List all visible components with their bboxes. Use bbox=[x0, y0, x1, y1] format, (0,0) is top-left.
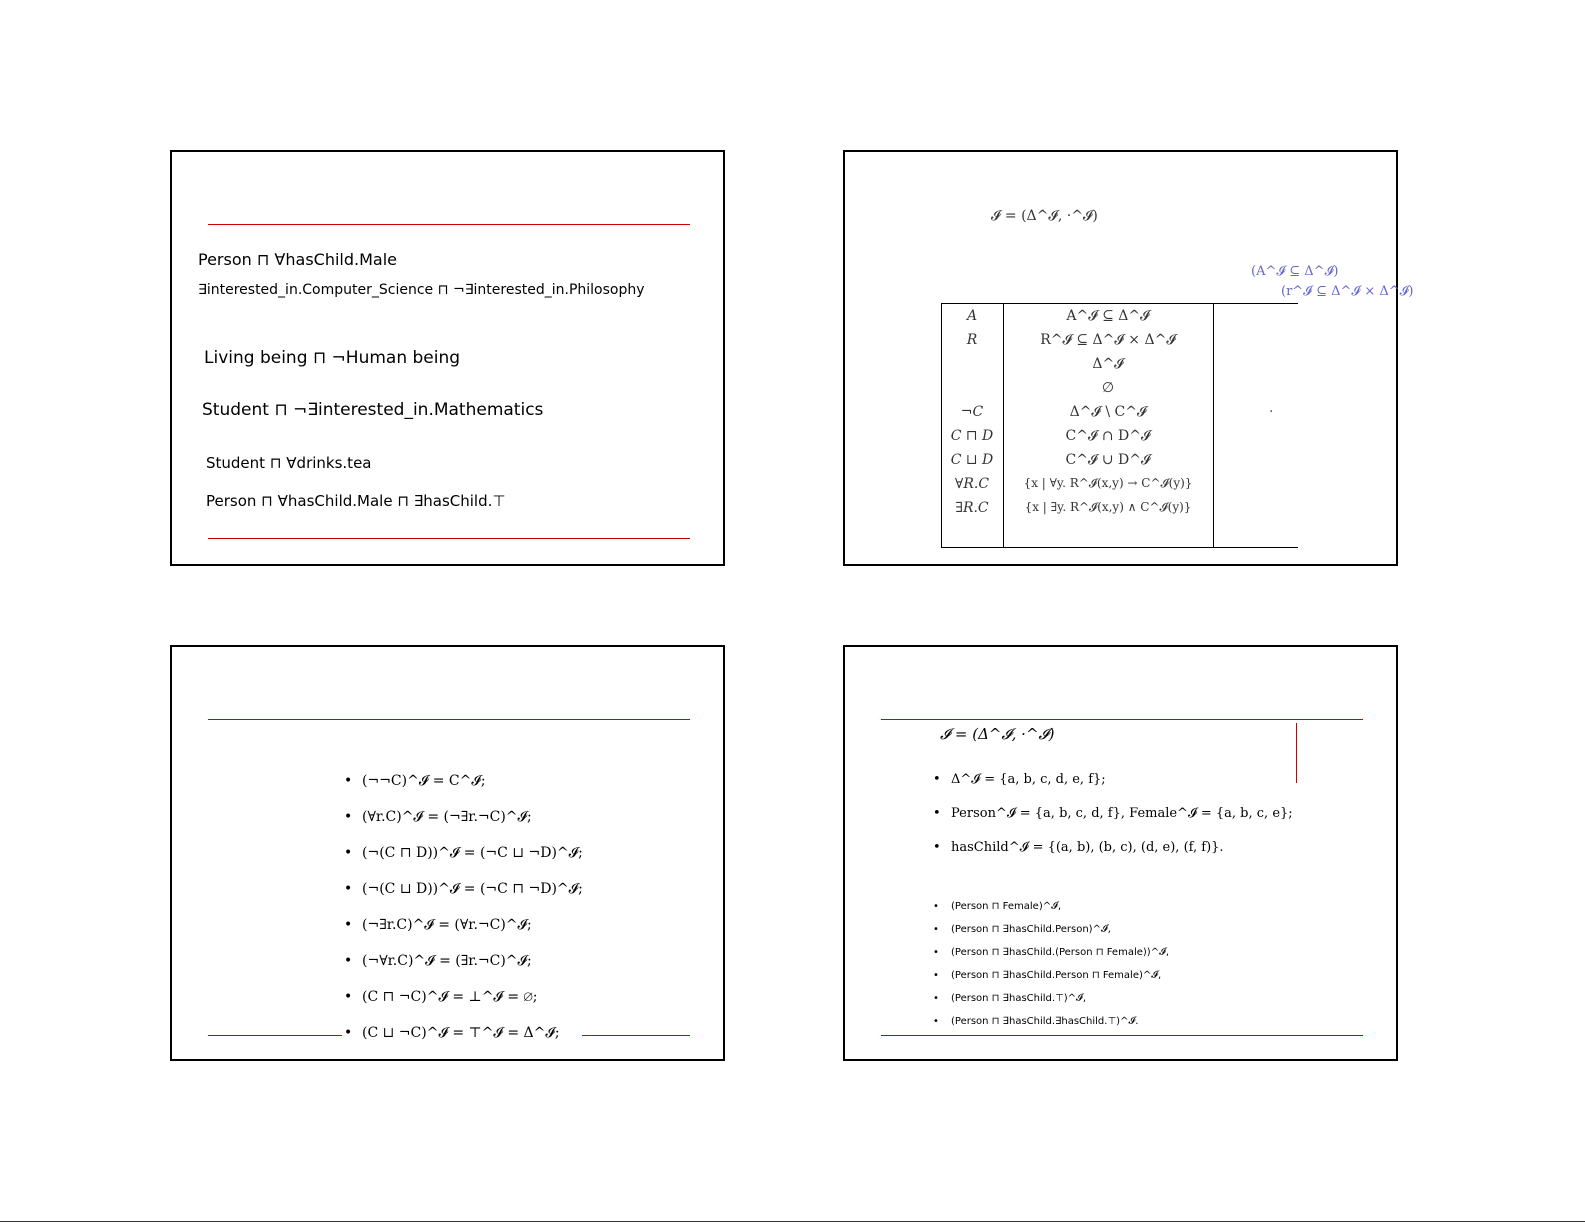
equivalence-list bbox=[344, 763, 583, 1051]
table-top-border bbox=[941, 303, 1298, 304]
slide-1-line-5: Student ⊓ ∀drinks.tea bbox=[206, 454, 372, 472]
list-item: • (C ⊓ ¬C)^𝓘 = ⊥^𝓘 = ∅; bbox=[344, 979, 583, 1015]
list-item: • (∀r.C)^𝓘 = (¬∃r.¬C)^𝓘; bbox=[344, 799, 583, 835]
list-item: • (¬∀r.C)^𝓘 = (∃r.¬C)^𝓘; bbox=[344, 943, 583, 979]
slide-4-top-rule bbox=[881, 719, 1363, 720]
slide-3-bottom-rule-left bbox=[208, 1035, 342, 1036]
table-right-mark: · bbox=[1269, 404, 1274, 420]
interpretation-definition: 𝓘 = (Δ^𝓘, ·^𝓘) bbox=[991, 208, 1098, 224]
list-item: • (Person ⊓ Female)^𝓘, bbox=[933, 895, 1169, 918]
table-bottom-border bbox=[941, 547, 1298, 548]
slide-4 bbox=[843, 645, 1398, 1061]
list-item: • hasChild^𝓘 = {(a, b), (b, c), (d, e), (f, f)}. bbox=[933, 831, 1293, 865]
slide-1-line-2: ∃interested_in.Computer_Science ⊓ ¬∃interested_in.Philosophy bbox=[198, 282, 645, 298]
slide-1-line-4: Student ⊓ ¬∃interested_in.Mathematics bbox=[202, 400, 544, 420]
concept-note: (A^𝓘 ⊆ Δ^𝓘) bbox=[1251, 264, 1339, 279]
slide-4-side-rule bbox=[1296, 723, 1297, 783]
list-item: • (C ⊔ ¬C)^𝓘 = ⊤^𝓘 = Δ^𝓘; bbox=[344, 1015, 583, 1051]
table-row-semantics: {x | ∃y. R^𝓘(x,y) ∧ C^𝓘(y)} bbox=[1024, 500, 1192, 514]
queries-list bbox=[933, 895, 1169, 1033]
slide-1-line-6: Person ⊓ ∀hasChild.Male ⊓ ∃hasChild.⊤ bbox=[206, 492, 506, 510]
list-item: • (Person ⊓ ∃hasChild.∃hasChild.⊤)^𝓘. bbox=[933, 1010, 1169, 1033]
table-row-semantics: Δ^𝓘 \ C^𝓘 bbox=[1069, 404, 1147, 420]
table-row-syntax: R bbox=[966, 332, 978, 348]
slide-1-bottom-rule bbox=[208, 538, 690, 539]
table-row-semantics: C^𝓘 ∪ D^𝓘 bbox=[1065, 452, 1151, 468]
slide-1-top-rule bbox=[208, 224, 690, 225]
table-divider-2 bbox=[1213, 303, 1214, 548]
table-row-syntax: C ⊓ D bbox=[950, 428, 994, 444]
table-row-semantics: {x | ∀y. R^𝓘(x,y) → C^𝓘(y)} bbox=[1023, 476, 1193, 490]
slide-3-bottom-rule-right bbox=[582, 1035, 690, 1036]
list-item: • (¬(C ⊓ D))^𝓘 = (¬C ⊔ ¬D)^𝓘; bbox=[344, 835, 583, 871]
list-item: • (Person ⊓ ∃hasChild.Person ⊓ Female)^𝓘, bbox=[933, 964, 1169, 987]
table-row-semantics: ∅ bbox=[1101, 380, 1115, 396]
table-row-syntax: ∃R.C bbox=[955, 500, 989, 516]
list-item: • Person^𝓘 = {a, b, c, d, f}, Female^𝓘 = {a, b, c, e}; bbox=[933, 797, 1293, 831]
table-row-semantics: Δ^𝓘 bbox=[1092, 356, 1124, 372]
facts-list bbox=[933, 763, 1293, 865]
slide-2 bbox=[843, 150, 1414, 566]
table-row-syntax: ∀R.C bbox=[954, 476, 990, 492]
list-item: • (Person ⊓ ∃hasChild.(Person ⊓ Female))^𝓘, bbox=[933, 941, 1169, 964]
slide-1-line-1: Person ⊓ ∀hasChild.Male bbox=[198, 250, 397, 269]
slide-1-line-3: Living being ⊓ ¬Human being bbox=[204, 348, 461, 368]
table-row-semantics: C^𝓘 ∩ D^𝓘 bbox=[1065, 428, 1151, 444]
list-item: • (Person ⊓ ∃hasChild.⊤)^𝓘, bbox=[933, 987, 1169, 1010]
table-row-syntax: A bbox=[966, 308, 978, 324]
table-row-semantics: R^𝓘 ⊆ Δ^𝓘 × Δ^𝓘 bbox=[1040, 332, 1176, 348]
list-item: • (¬¬C)^𝓘 = C^𝓘; bbox=[344, 763, 583, 799]
slide-4-bottom-rule bbox=[881, 1035, 1363, 1036]
slide-3 bbox=[170, 645, 725, 1061]
list-item: • (¬∃r.C)^𝓘 = (∀r.¬C)^𝓘; bbox=[344, 907, 583, 943]
slide-3-top-rule bbox=[208, 719, 690, 720]
role-note: (r^𝓘 ⊆ Δ^𝓘 × Δ^𝓘) bbox=[1281, 284, 1414, 299]
table-row-semantics: A^𝓘 ⊆ Δ^𝓘 bbox=[1066, 308, 1150, 324]
list-item: • (Person ⊓ ∃hasChild.Person)^𝓘, bbox=[933, 918, 1169, 941]
table-row-syntax: ¬C bbox=[960, 404, 984, 420]
list-item: • Δ^𝓘 = {a, b, c, d, e, f}; bbox=[933, 763, 1293, 797]
page-bottom-edge bbox=[0, 1221, 1585, 1222]
table-row-syntax: C ⊔ D bbox=[950, 452, 994, 468]
slide-1 bbox=[170, 150, 725, 566]
interpretation-definition: 𝓘 = (Δ^𝓘, ·^𝓘) bbox=[940, 725, 1055, 743]
list-item: • (¬(C ⊔ D))^𝓘 = (¬C ⊓ ¬D)^𝓘; bbox=[344, 871, 583, 907]
